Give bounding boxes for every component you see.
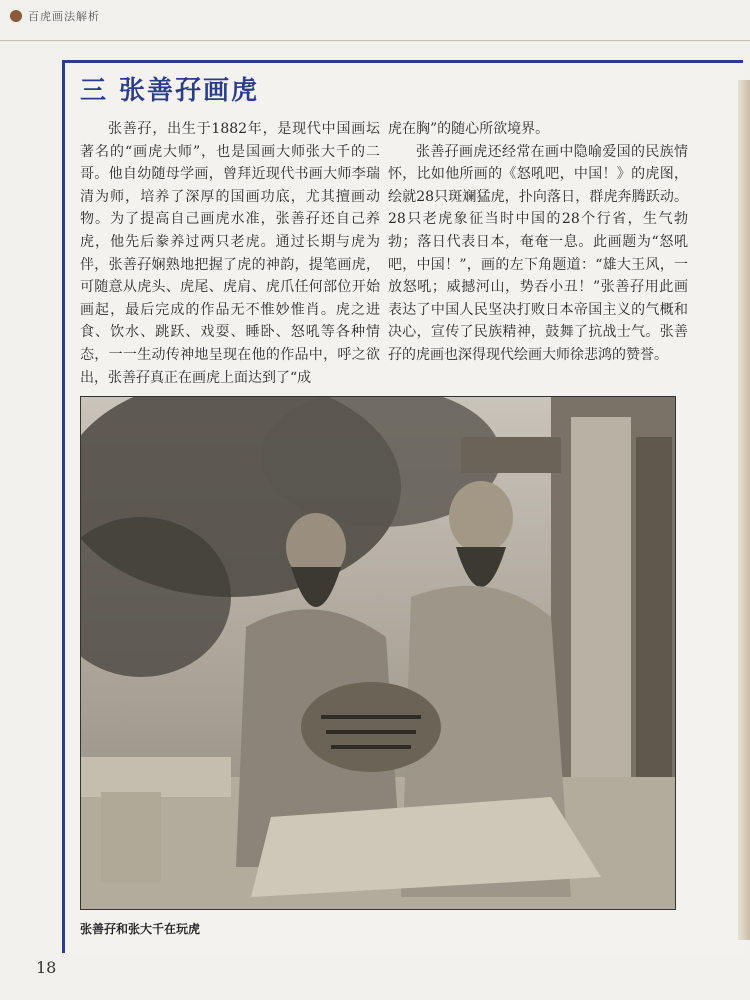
paragraph: 张善孖画虎还经常在画中隐喻爱国的民族情怀，比如他所画的《怒吼吧，中国！》的虎图，绘就28只斑斓猛虎，扑向落日，群虎奔腾跃动。28只老虎象征当时中国的28个行省，生气勃勃；落日代表日本，奄奄一息。此画题为“怒吼吧，中国！”，画的左下角题道：“雄大王风，一放怒吼；威撼河山，势吞小丑！”张善孖用此画表达了中国人民坚决打败日本帝国主义的气概和决心，宣传了民族精神，鼓舞了抗战士气。张善孖的虎画也深得现代绘画大师徐悲鸿的赞誉。 xyxy=(388,143,688,363)
facing-page-edge xyxy=(738,80,750,940)
paragraph-continuation: 虎在胸”的随心所欲境界。 xyxy=(388,121,550,137)
right-column xyxy=(388,118,688,367)
paragraph: 张善孖，出生于1882年，是现代中国画坛著名的“画虎大师”，也是国画大师张大千的二哥。他自幼随母学画，曾拜近现代书画大师李瑞清为师，培养了深厚的国画功底，尤其擅画动物。为了提高自己画虎水准，张善孖还自己养虎，他先后豢养过两只老虎。通过长期与虎为伴，张善孖娴熟地把握了虎的神韵，提笔画虎，可随意从虎头、虎尾、虎肩、虎爪任何部位开始画起，最后完成的作品无不惟妙惟肖。虎之进食、饮水、跳跃、戏耍、睡卧、怒吼等各种情态，一一生动传神地呈现在他的作品中，呼之欲出，张善孖真正在画虎上面达到了“成 xyxy=(80,121,380,386)
photo-caption: 张善孖和张大千在玩虎 xyxy=(80,922,201,936)
header-divider xyxy=(0,40,750,41)
header-dot-icon xyxy=(10,10,22,22)
page-number: 18 xyxy=(36,958,57,977)
left-column xyxy=(80,118,380,389)
page-header xyxy=(0,0,750,45)
photo-illustration xyxy=(81,397,675,909)
article-title: 三 张善孖画虎 xyxy=(80,76,260,106)
series-title: 百虎画法解析 xyxy=(28,10,100,23)
historical-photo xyxy=(80,396,676,910)
